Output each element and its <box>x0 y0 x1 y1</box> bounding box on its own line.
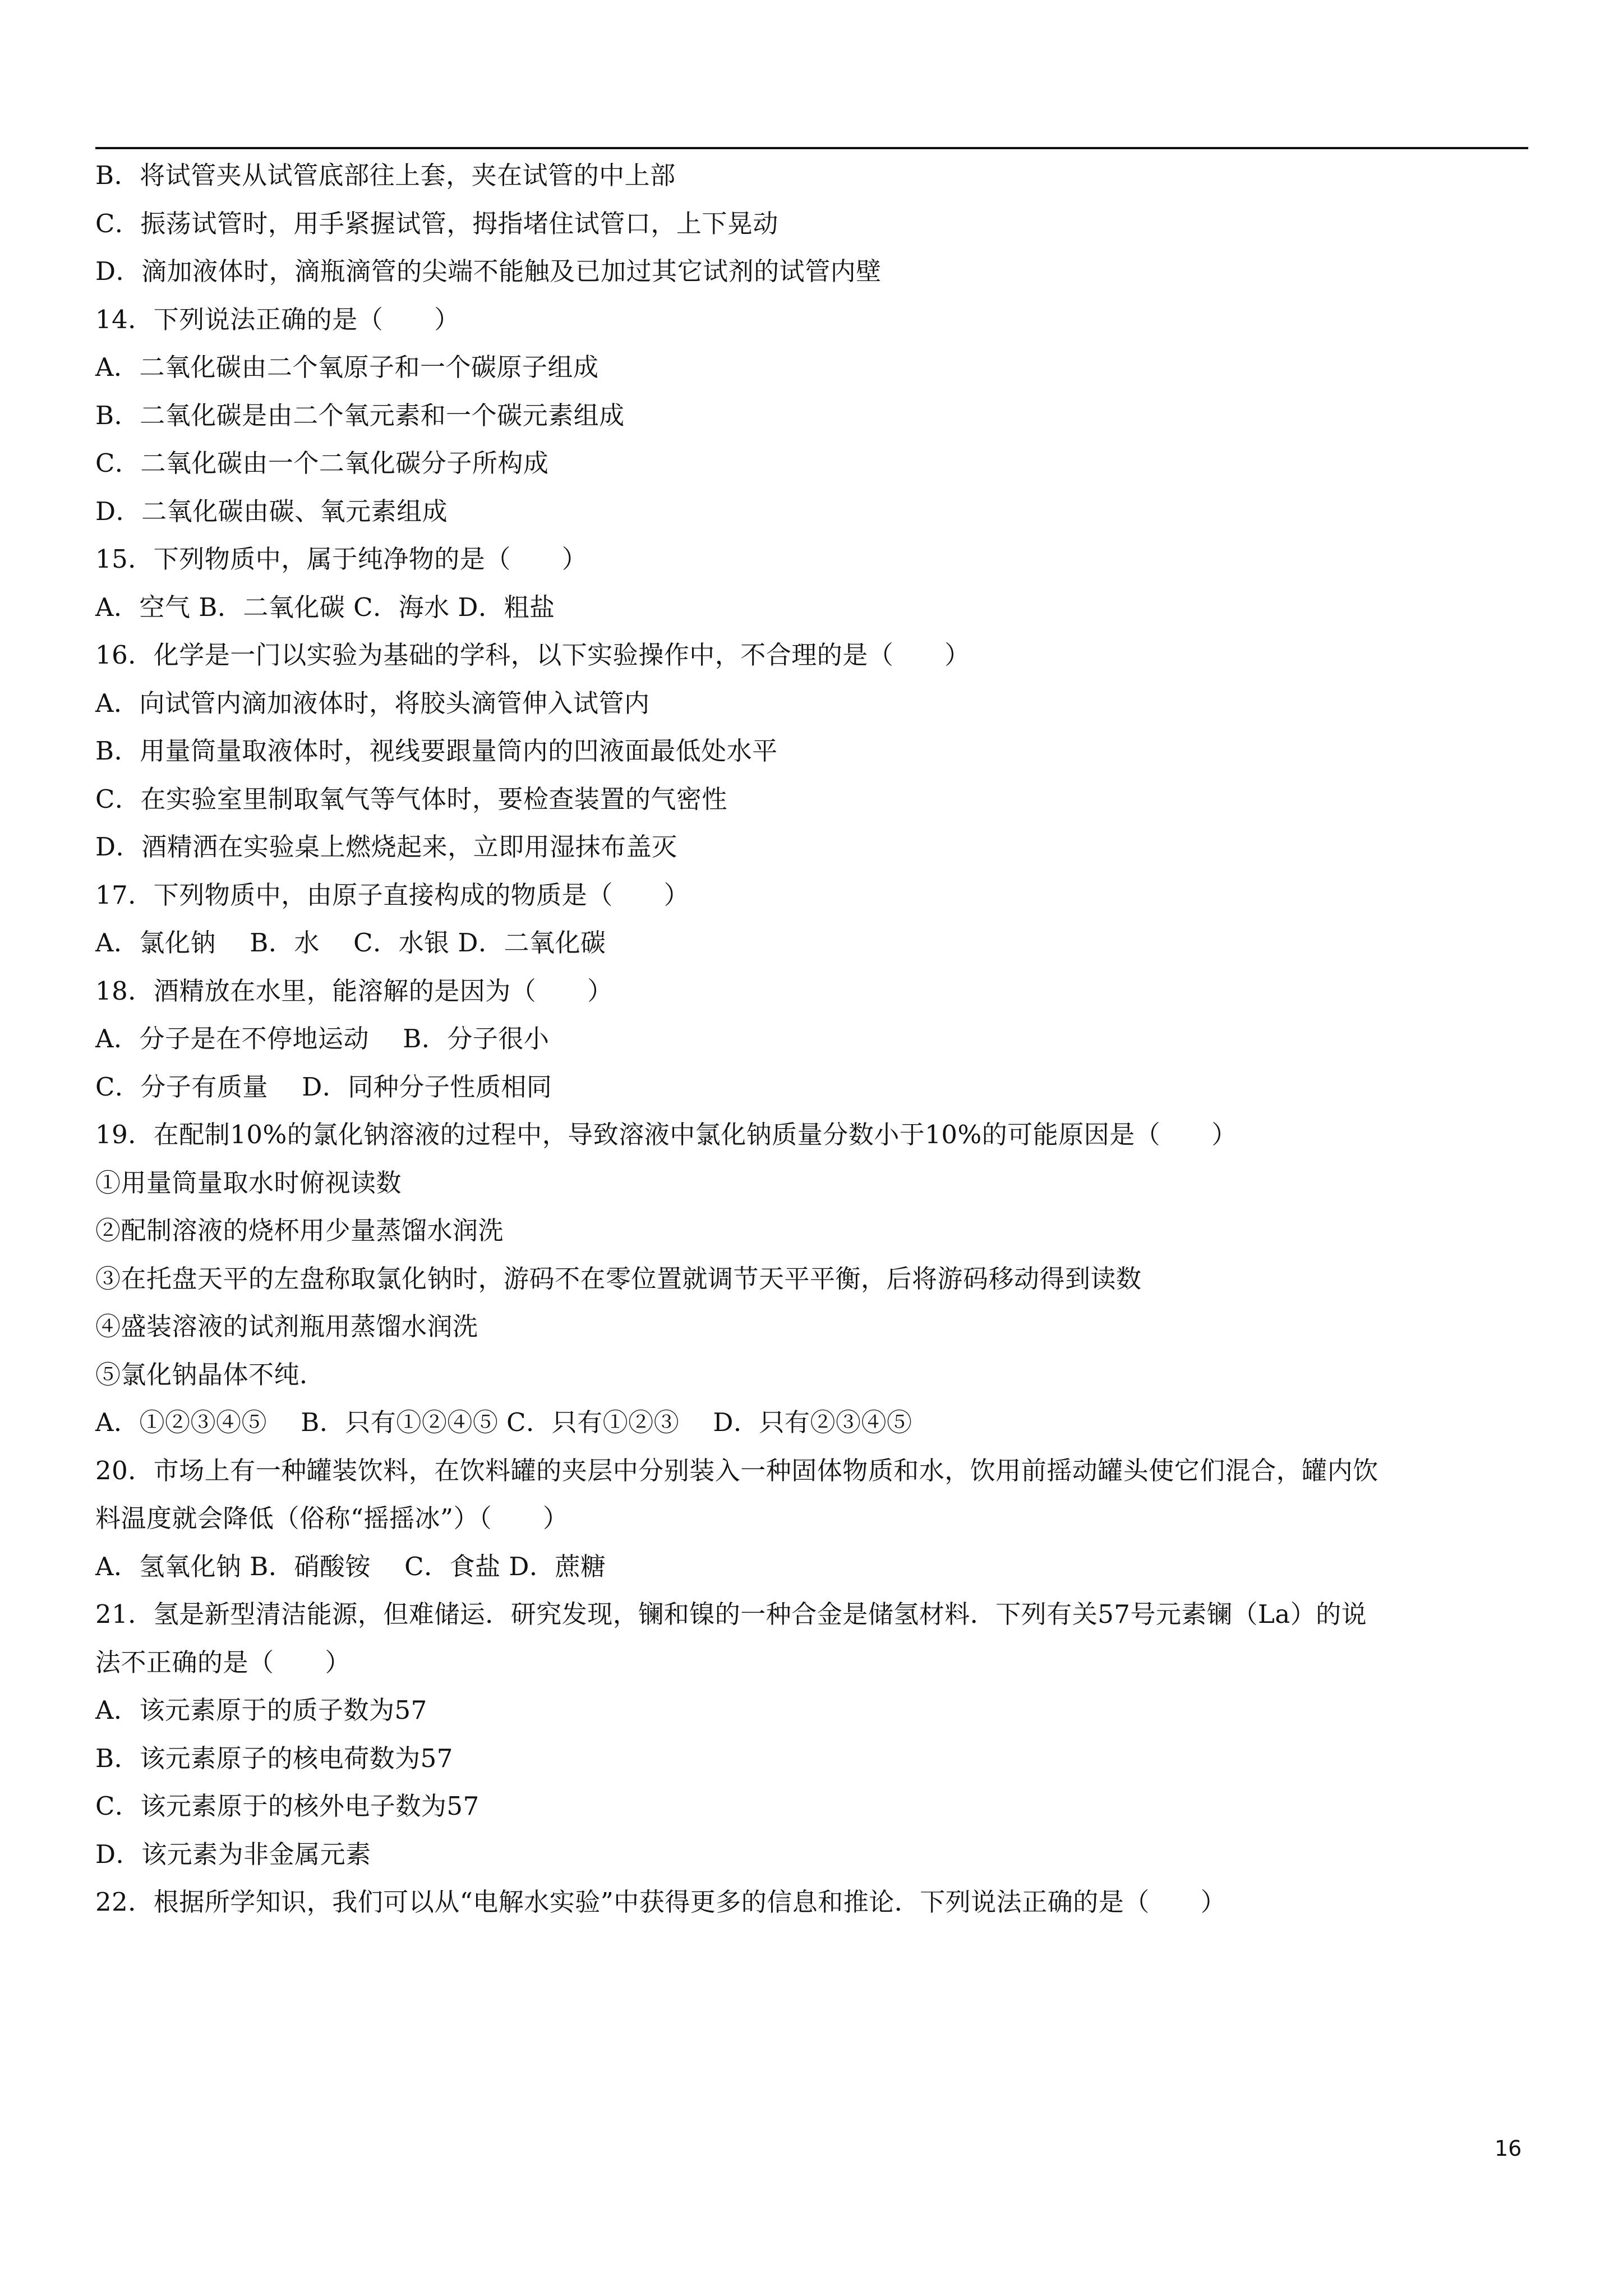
text-line: ③在托盘天平的左盘称取氯化钠时，游码不在零位置就调节天平平衡，后将游码移动得到读数 <box>95 1263 1142 1294</box>
text-line: C．分子有质量 D．同种分子性质相同 <box>95 1071 552 1102</box>
text-line: 法不正确的是（ ） <box>95 1647 351 1677</box>
document-body <box>95 151 1531 1926</box>
text-line: C．振荡试管时，用手紧握试管，拇指堵住试管口，上下晃动 <box>95 208 778 238</box>
text-line: A．分子是在不停地运动 B．分子很小 <box>95 1024 550 1053</box>
question-14: 14．下列说法正确的是（ ） <box>95 304 460 334</box>
text-line: B．该元素原子的核电荷数为57 <box>95 1743 453 1773</box>
text-line: C．在实验室里制取氧气等气体时，要检查装置的气密性 <box>95 784 727 814</box>
question-21: 21．氢是新型清洁能源，但难储运．研究发现，镧和镍的一种合金是储氢材料．下列有关57号元素镧（La）的说 <box>95 1599 1367 1629</box>
text-line: B．用量筒量取液体时，视线要跟量筒内的凹液面最低处水平 <box>95 736 778 766</box>
text-line: D．二氧化碳由碳、氧元素组成 <box>95 496 448 526</box>
question-17: 17．下列物质中，由原子直接构成的物质是（ ） <box>95 880 690 910</box>
text-line: A．该元素原于的质子数为57 <box>95 1695 427 1725</box>
question-18: 18．酒精放在水里，能溶解的是因为（ ） <box>95 976 613 1006</box>
header-rule <box>95 147 1528 149</box>
text-line: ①用量筒量取水时俯视读数 <box>95 1167 402 1198</box>
text-line: B．将试管夹从试管底部往上套，夹在试管的中上部 <box>95 160 676 190</box>
question-22: 22．根据所学知识，我们可以从“电解水实验”中获得更多的信息和推论．下列说法正确的是（ ） <box>95 1887 1227 1917</box>
question-20: 20．市场上有一种罐装饮料，在饮料罐的夹层中分别装入一种固体物质和水，饮用前摇动罐头使它们混合，罐内饮 <box>95 1455 1378 1485</box>
text-line: ⑤氯化钠晶体不纯． <box>95 1359 325 1389</box>
text-line: A．空气 B．二氧化碳 C．海水 D．粗盐 <box>95 592 555 622</box>
text-line: D．酒精洒在实验桌上燃烧起来，立即用湿抹布盖灭 <box>95 832 677 862</box>
question-19: 19．在配制10%的氯化钠溶液的过程中，导致溶液中氯化钠质量分数小于10%的可能原因是（ ） <box>95 1120 1237 1149</box>
text-line: D．该元素为非金属元素 <box>95 1839 371 1869</box>
text-line: ②配制溶液的烧杯用少量蒸馏水润洗 <box>95 1216 504 1245</box>
question-16: 16．化学是一门以实验为基础的学科，以下实验操作中，不合理的是（ ） <box>95 640 970 670</box>
question-15: 15．下列物质中，属于纯净物的是（ ） <box>95 544 588 574</box>
text-line: 料温度就会降低（俗称“摇摇冰”）（ ） <box>95 1503 569 1533</box>
text-line: A．氢氧化钠 B．硝酸铵 C．食盐 D．蔗糖 <box>95 1551 606 1581</box>
text-line: D．滴加液体时，滴瓶滴管的尖端不能触及已加过其它试剂的试管内壁 <box>95 256 882 286</box>
text-line: A．二氧化碳由二个氧原子和一个碳原子组成 <box>95 352 599 382</box>
text-line: A．氯化钠 B．水 C．水银 D．二氧化碳 <box>95 928 606 958</box>
text-line: C．该元素原于的核外电子数为57 <box>95 1791 479 1821</box>
text-line: B．二氧化碳是由二个氧元素和一个碳元素组成 <box>95 400 625 430</box>
text-line: ④盛装溶液的试剂瓶用蒸馏水润洗 <box>95 1312 478 1341</box>
page-number: 16 <box>1495 2136 1522 2161</box>
text-line: A．①②③④⑤ B．只有①②④⑤ C．只有①②③ D．只有②③④⑤ <box>95 1407 912 1437</box>
text-line: A．向试管内滴加液体时，将胶头滴管伸入试管内 <box>95 688 650 718</box>
text-line: C．二氧化碳由一个二氧化碳分子所构成 <box>95 448 549 478</box>
